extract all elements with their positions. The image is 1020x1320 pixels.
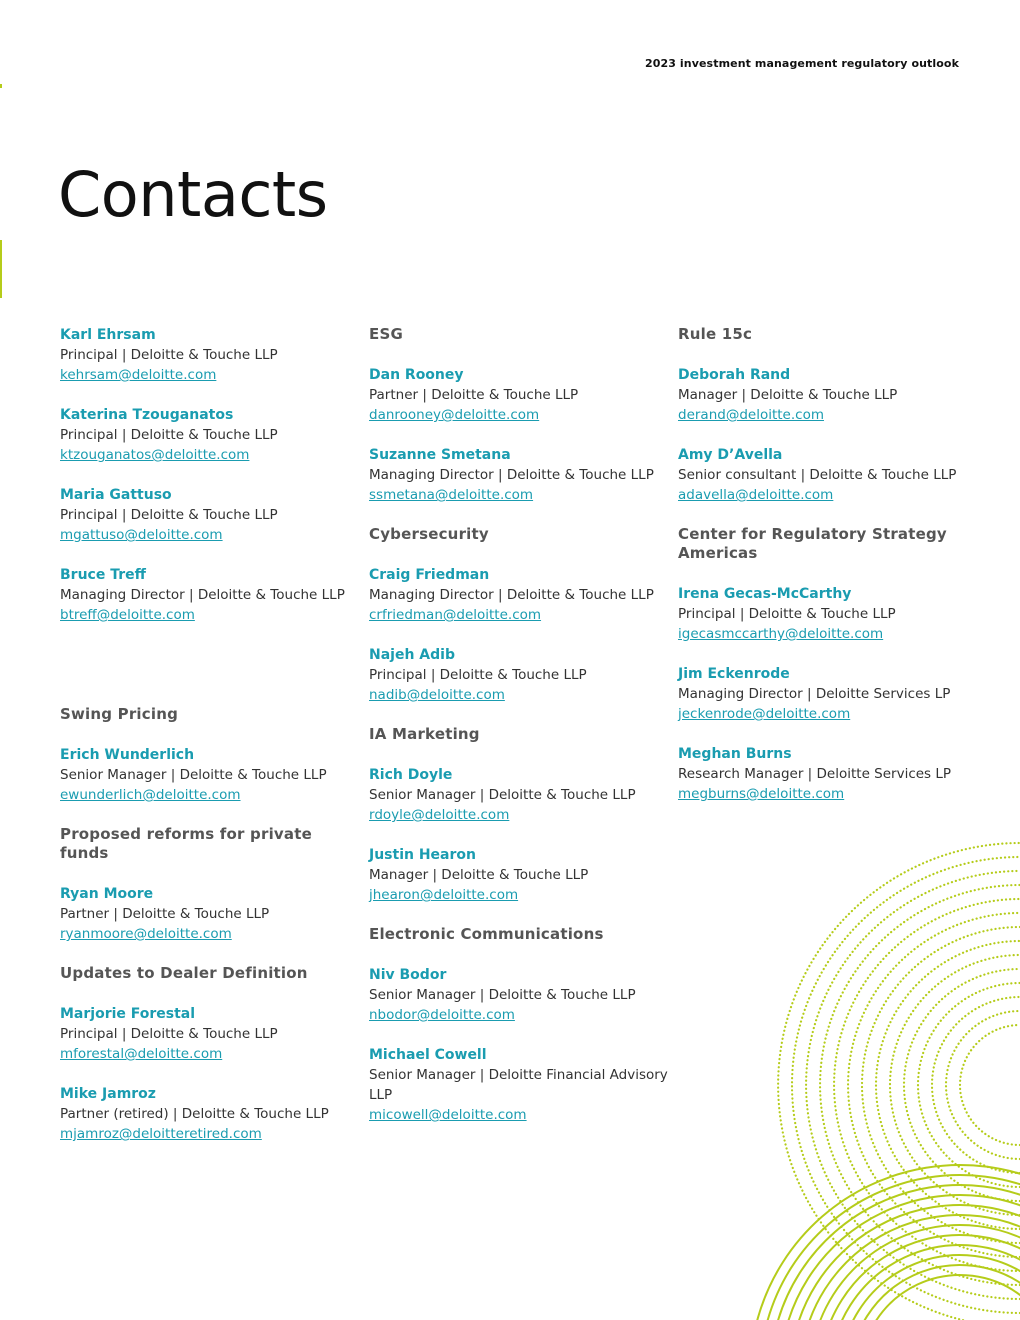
contact-role: Principal | Deloitte & Touche LLP bbox=[60, 427, 278, 443]
contact-name: Rich Doyle bbox=[369, 767, 453, 783]
contact-role: Principal | Deloitte & Touche LLP bbox=[60, 1026, 278, 1042]
contact-email-link[interactable]: derand@deloitte.com bbox=[678, 407, 824, 423]
contact-entry bbox=[369, 365, 669, 425]
dotted-arc bbox=[904, 969, 1020, 1201]
page-title: Contacts bbox=[58, 158, 328, 231]
contact-section bbox=[60, 325, 360, 625]
contact-role: Manager | Deloitte & Touche LLP bbox=[369, 867, 589, 883]
contact-name: Karl Ehrsam bbox=[60, 327, 156, 343]
contact-email-link[interactable]: ryanmoore@deloitte.com bbox=[60, 926, 232, 942]
contact-entry bbox=[60, 405, 360, 465]
contact-entry bbox=[369, 445, 669, 505]
contact-entry bbox=[678, 664, 978, 724]
contact-email-link[interactable]: adavella@deloitte.com bbox=[678, 487, 834, 503]
contact-name: Katerina Tzouganatos bbox=[60, 407, 234, 423]
edge-accent-mark bbox=[0, 240, 2, 298]
contact-entry bbox=[678, 584, 978, 644]
contact-role: Principal | Deloitte & Touche LLP bbox=[60, 347, 278, 363]
contact-name: Meghan Burns bbox=[678, 746, 792, 762]
contact-role: Research Manager | Deloitte Services LP bbox=[678, 766, 952, 782]
contact-section bbox=[369, 525, 669, 705]
edge-accent-mark bbox=[0, 84, 2, 88]
contact-entry bbox=[369, 645, 669, 705]
solid-arc bbox=[790, 1205, 1020, 1320]
contact-name: Najeh Adib bbox=[369, 647, 455, 663]
contact-role: Partner | Deloitte & Touche LLP bbox=[369, 387, 579, 403]
contact-email-link[interactable]: kehrsam@deloitte.com bbox=[60, 367, 217, 383]
contact-name: Bruce Treff bbox=[60, 567, 146, 583]
contact-email-link[interactable]: igecasmccarthy@deloitte.com bbox=[678, 626, 884, 642]
dotted-arc bbox=[946, 1011, 1020, 1159]
contact-entry bbox=[369, 765, 669, 825]
contact-entry bbox=[60, 884, 360, 944]
contact-role: Managing Director | Deloitte Services LP bbox=[678, 686, 951, 702]
contact-email-link[interactable]: danrooney@deloitte.com bbox=[369, 407, 540, 423]
dotted-arc bbox=[960, 1025, 1020, 1145]
contact-email-link[interactable]: mjamroz@deloitteretired.com bbox=[60, 1126, 262, 1142]
contact-role: Senior Manager | Deloitte & Touche LLP bbox=[60, 767, 327, 783]
contact-email-link[interactable]: crfriedman@deloitte.com bbox=[369, 607, 542, 623]
contact-name: Erich Wunderlich bbox=[60, 747, 195, 763]
contact-email-link[interactable]: megburns@deloitte.com bbox=[678, 786, 845, 802]
section-heading: Rule 15c bbox=[678, 325, 753, 343]
contact-name: Niv Bodor bbox=[369, 967, 447, 983]
contact-name: Deborah Rand bbox=[678, 367, 791, 383]
section-heading: Swing Pricing bbox=[60, 705, 179, 723]
contact-email-link[interactable]: jeckenrode@deloitte.com bbox=[678, 706, 851, 722]
contact-role: Manager | Deloitte & Touche LLP bbox=[678, 387, 898, 403]
contact-name: Dan Rooney bbox=[369, 367, 464, 383]
contact-name: Jim Eckenrode bbox=[678, 666, 790, 682]
contact-name: Justin Hearon bbox=[369, 847, 476, 863]
contact-role: Senior Manager | Deloitte & Touche LLP bbox=[369, 987, 636, 1003]
contact-role: Principal | Deloitte & Touche LLP bbox=[369, 667, 587, 683]
decorative-arc-pattern bbox=[600, 830, 1020, 1320]
contact-email-link[interactable]: jhearon@deloitte.com bbox=[369, 887, 519, 903]
contact-email-link[interactable]: rdoyle@deloitte.com bbox=[369, 807, 510, 823]
contact-entry bbox=[60, 565, 360, 625]
contact-section bbox=[60, 705, 360, 805]
contact-name: Marjorie Forestal bbox=[60, 1006, 196, 1022]
section-heading: Center for Regulatory Strategy Americas bbox=[678, 525, 947, 562]
contact-entry bbox=[369, 565, 669, 625]
contact-entry bbox=[60, 745, 360, 805]
contact-email-link[interactable]: ewunderlich@deloitte.com bbox=[60, 787, 241, 803]
contact-role: Managing Director | Deloitte & Touche LLP bbox=[369, 587, 654, 603]
contact-section bbox=[678, 325, 978, 505]
dotted-arc bbox=[834, 899, 1020, 1271]
contacts-column-1 bbox=[60, 325, 360, 1164]
contact-name: Suzanne Smetana bbox=[369, 447, 511, 463]
contact-role: Managing Director | Deloitte & Touche LLP bbox=[60, 587, 345, 603]
solid-arc bbox=[840, 1255, 1020, 1320]
contact-email-link[interactable]: ktzouganatos@deloitte.com bbox=[60, 447, 250, 463]
contact-email-link[interactable]: micowell@deloitte.com bbox=[369, 1107, 527, 1123]
contact-entry bbox=[678, 445, 978, 505]
contact-entry bbox=[60, 325, 360, 385]
contact-role: Senior Manager | Deloitte Financial Advisory LLP bbox=[369, 1067, 668, 1103]
contact-section bbox=[369, 325, 669, 505]
section-heading: Updates to Dealer Definition bbox=[60, 964, 308, 982]
section-heading: Proposed reforms for private funds bbox=[60, 825, 312, 862]
section-spacer bbox=[60, 645, 360, 705]
section-heading: Electronic Communications bbox=[369, 925, 604, 943]
contact-name: Maria Gattuso bbox=[60, 487, 172, 503]
contact-entry bbox=[60, 1084, 360, 1144]
section-heading: IA Marketing bbox=[369, 725, 480, 743]
contact-name: Ryan Moore bbox=[60, 886, 154, 902]
contact-name: Irena Gecas-McCarthy bbox=[678, 586, 852, 602]
section-heading: ESG bbox=[369, 325, 403, 343]
contact-name: Mike Jamroz bbox=[60, 1086, 156, 1102]
contact-email-link[interactable]: nadib@deloitte.com bbox=[369, 687, 505, 703]
contact-name: Amy D’Avella bbox=[678, 447, 783, 463]
dotted-arc bbox=[806, 871, 1020, 1299]
contact-role: Principal | Deloitte & Touche LLP bbox=[678, 606, 896, 622]
dotted-arc bbox=[792, 857, 1020, 1313]
contact-entry bbox=[678, 744, 978, 804]
contact-section bbox=[60, 825, 360, 944]
dotted-arc bbox=[932, 997, 1020, 1173]
contact-role: Senior consultant | Deloitte & Touche LLP bbox=[678, 467, 957, 483]
running-header: 2023 investment management regulatory outlook bbox=[644, 57, 959, 70]
contact-entry bbox=[60, 1004, 360, 1064]
contact-role: Senior Manager | Deloitte & Touche LLP bbox=[369, 787, 636, 803]
contacts-column-3 bbox=[678, 325, 978, 824]
contact-role: Managing Director | Deloitte & Touche LLP bbox=[369, 467, 654, 483]
contact-entry bbox=[678, 365, 978, 425]
contact-email-link[interactable]: btreff@deloitte.com bbox=[60, 607, 195, 623]
contact-section bbox=[60, 964, 360, 1144]
contact-entry bbox=[60, 485, 360, 545]
contact-role: Partner | Deloitte & Touche LLP bbox=[60, 906, 270, 922]
contact-email-link[interactable]: ssmetana@deloitte.com bbox=[369, 487, 534, 503]
section-heading: Cybersecurity bbox=[369, 525, 489, 543]
contact-email-link[interactable]: mgattuso@deloitte.com bbox=[60, 527, 223, 543]
contact-email-link[interactable]: nbodor@deloitte.com bbox=[369, 1007, 515, 1023]
solid-arc bbox=[750, 1165, 1020, 1320]
contact-role: Partner (retired) | Deloitte & Touche LLP bbox=[60, 1106, 329, 1122]
contact-role: Principal | Deloitte & Touche LLP bbox=[60, 507, 278, 523]
contact-section bbox=[678, 525, 978, 804]
contact-name: Craig Friedman bbox=[369, 567, 490, 583]
contact-email-link[interactable]: mforestal@deloitte.com bbox=[60, 1046, 223, 1062]
contact-name: Michael Cowell bbox=[369, 1047, 487, 1063]
